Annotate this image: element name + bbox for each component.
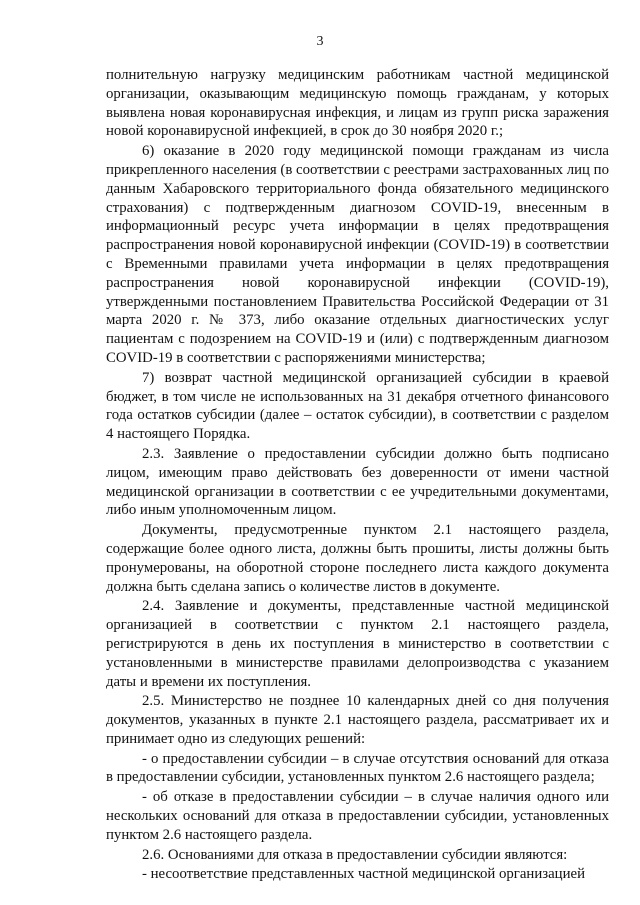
paragraph-2-4: 2.4. Заявление и документы, представленные частной медицинской организацией в соответствии с пунктом 2.1 настоящего раздела, регистрируются в день их поступления в министерство в соответствии с установленными в министерстве правилами делопроизводства с указанием даты и времени их поступления. bbox=[106, 598, 609, 690]
paragraph-2-5: 2.5. Министерство не позднее 10 календарных дней со дня получения документов, указанных в пункте 2.1 настоящего раздела, рассматривает их и принимает одно из следующих решений: bbox=[106, 693, 609, 747]
paragraph-documents: Документы, предусмотренные пунктом 2.1 настоящего раздела, содержащие более одного листа, должны быть прошиты, листы должны быть пронумерованы, на оборотной стороне последнего листа каждого документа должна быть сделана запись о количестве листов в документе. bbox=[106, 522, 609, 595]
paragraph-continuation: полнительную нагрузку медицинским работникам частной медицинской организации, оказывающим медицинскую помощь гражданам, у которых выявлена новая коронавирусная инфекция, и лицам из групп риска заражения новой коронавирусной инфекцией, в срок до 30 ноября 2020 г.; bbox=[106, 67, 609, 140]
page-number: 3 bbox=[316, 34, 324, 49]
paragraph-2-3: 2.3. Заявление о предоставлении субсидии должно быть подписано лицом, имеющим право действовать без доверенности от имени частной медицинской организации в соответствии с ее учредительными документами, либо иным уполномоченным лицом. bbox=[106, 445, 609, 519]
paragraph-item-7: 7) возврат частной медицинской организацией субсидии в краевой бюджет, в том числе не использованных на 31 декабря отчетного финансового года остатков субсидии (далее – остаток субсидии), в соответствии с разделом 4 настоящего Порядка. bbox=[106, 369, 609, 443]
paragraph-item-6: 6) оказание в 2020 году медицинской помощи гражданам из числа прикрепленного населения (в соответствии с реестрами застрахованных лиц по данным Хабаровского территориального фонда обязательного медицинского страхования) с подтвержденным диагнозом COVID-19, внесенным в информационный ресурс учета информации в целях предотвращения распространения новой коронавирусной инфекции (COVID-19) в соответствии с Временными правилами учета информации в целях предотвращения распространения новой коронавирусной инфекции (COVID-19), утвержденными постановлением Правительства Российской Федерации от 31 марта 2020 г. № 373, либо оказание отдельных диагностических услуг пациентам с подозрением на COVID-19 и (или) с подтвержденным диагнозом COVID-19 в соответствии с распоряжениями министерства; bbox=[106, 143, 609, 366]
paragraph-decision-grant: - о предоставлении субсидии – в случае отсутствия оснований для отказа в предоставлении субсидии, установленных пунктом 2.6 настоящего раздела; bbox=[106, 750, 609, 786]
paragraph-refusal-ground: - несоответствие представленных частной медицинской организацией bbox=[142, 866, 586, 883]
paragraph-2-6: 2.6. Основаниями для отказа в предоставлении субсидии являются: bbox=[142, 846, 568, 863]
paragraph-decision-refuse: - об отказе в предоставлении субсидии – в случае наличия одного или нескольких оснований для отказа в предоставлении субсидии, установленных пунктом 2.6 настоящего раздела. bbox=[106, 789, 609, 843]
document-body bbox=[106, 66, 609, 885]
